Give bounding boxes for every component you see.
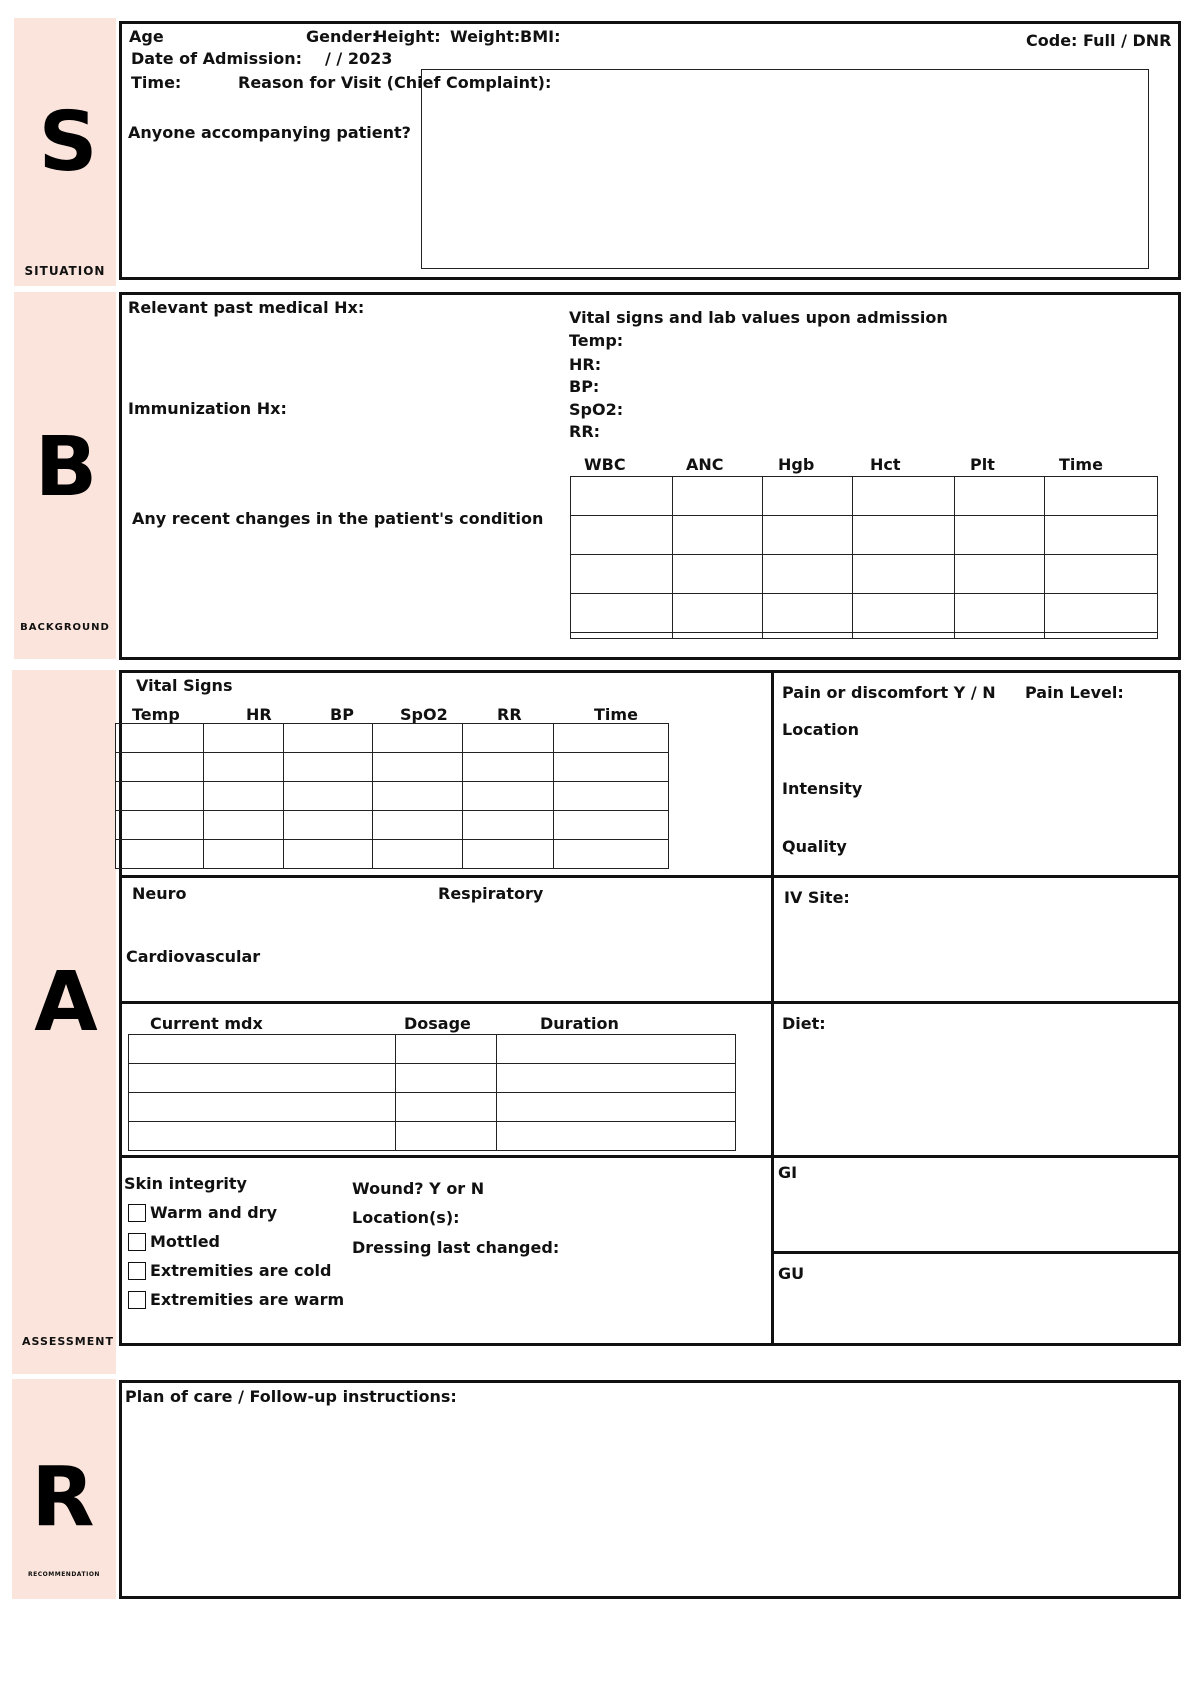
situation-letter: S <box>38 95 98 190</box>
divider-vitals <box>120 875 1178 878</box>
background-letter: B <box>34 420 98 515</box>
background-label: BACKGROUND <box>20 622 110 633</box>
lab-header-hct: Hct <box>870 455 901 474</box>
plan-of-care-field[interactable] <box>124 1410 1176 1594</box>
admission-spo2: SpO2: <box>569 400 624 419</box>
pain-quality-label: Quality <box>782 837 847 856</box>
lab-header-time: Time <box>1059 455 1103 474</box>
chief-complaint-label: Reason for Visit (Chief Complaint): <box>238 73 552 92</box>
pain-level-label: Pain Level: <box>1025 683 1124 702</box>
med-header-name: Current mdx <box>150 1014 263 1033</box>
admission-hr: HR: <box>569 355 602 374</box>
skin-integrity-label: Skin integrity <box>124 1174 247 1193</box>
vital-header-hr: HR <box>246 705 272 724</box>
warm-dry-label: Warm and dry <box>150 1203 277 1222</box>
recommendation-letter: R <box>31 1450 95 1545</box>
pain-location-label: Location <box>782 720 859 739</box>
wound-location-label: Location(s): <box>352 1208 460 1227</box>
vital-header-rr: RR <box>497 705 522 724</box>
cardiovascular-label: Cardiovascular <box>126 947 261 966</box>
admission-vitals-title: Vital signs and lab values upon admission <box>569 308 948 327</box>
vital-header-spo2: SpO2 <box>400 705 448 724</box>
vital-signs-table[interactable] <box>115 723 669 869</box>
assessment-letter: A <box>34 955 98 1050</box>
medications-table[interactable] <box>128 1034 736 1151</box>
lab-header-anc: ANC <box>686 455 724 474</box>
vital-header-temp: Temp <box>132 705 180 724</box>
pain-intensity-label: Intensity <box>782 779 863 798</box>
lab-values-table[interactable] <box>570 476 1158 639</box>
iv-site-label: IV Site: <box>784 888 850 907</box>
immunization-label: Immunization Hx: <box>128 399 287 418</box>
gi-label: GI <box>778 1163 798 1182</box>
vital-header-time: Time <box>594 705 638 724</box>
weight-label: Weight: <box>450 27 521 46</box>
extremities-cold-label: Extremities are cold <box>150 1261 332 1280</box>
mottled-checkbox[interactable] <box>128 1233 146 1251</box>
admission-date-value: / / 2023 <box>325 49 393 68</box>
neuro-label: Neuro <box>132 884 187 903</box>
height-label: Height: <box>374 27 441 46</box>
vital-header-bp: BP <box>330 705 354 724</box>
dressing-label: Dressing last changed: <box>352 1238 560 1257</box>
respiratory-label: Respiratory <box>438 884 544 903</box>
assessment-label: ASSESSMENT <box>22 1335 114 1348</box>
lab-header-plt: Plt <box>970 455 995 474</box>
extremities-cold-checkbox[interactable] <box>128 1262 146 1280</box>
divider-gi-gu <box>772 1251 1178 1254</box>
divider-meds <box>120 1155 1178 1158</box>
diet-label: Diet: <box>782 1014 826 1033</box>
warm-dry-checkbox[interactable] <box>128 1204 146 1222</box>
age-label: Age <box>129 27 164 46</box>
extremities-warm-checkbox[interactable] <box>128 1291 146 1309</box>
situation-label: SITUATION <box>24 264 106 278</box>
gender-label: Gender: <box>306 27 378 46</box>
wound-question: Wound? Y or N <box>352 1179 485 1198</box>
admission-temp: Temp: <box>569 331 624 350</box>
vital-signs-title: Vital Signs <box>136 676 233 695</box>
past-medical-label: Relevant past medical Hx: <box>128 298 365 317</box>
plan-of-care-label: Plan of care / Follow-up instructions: <box>125 1387 457 1406</box>
mottled-label: Mottled <box>150 1232 220 1251</box>
assessment-column-divider <box>771 672 774 1344</box>
med-header-dosage: Dosage <box>404 1014 471 1033</box>
recommendation-label: RECOMMENDATION <box>28 1571 100 1578</box>
admission-rr: RR: <box>569 422 601 441</box>
pain-question: Pain or discomfort Y / N <box>782 683 996 702</box>
chief-complaint-field[interactable] <box>421 69 1149 269</box>
lab-header-hgb: Hgb <box>778 455 815 474</box>
accompanying-label: Anyone accompanying patient? <box>128 123 411 142</box>
extremities-warm-label: Extremities are warm <box>150 1290 345 1309</box>
divider-systems <box>120 1001 1178 1004</box>
admission-date-label: Date of Admission: <box>131 49 302 68</box>
bmi-label: BMI: <box>520 27 561 46</box>
recent-changes-label: Any recent changes in the patient's condition <box>132 509 544 528</box>
time-label: Time: <box>131 73 182 92</box>
code-status: Code: Full / DNR <box>1026 31 1172 50</box>
lab-header-wbc: WBC <box>584 455 626 474</box>
gu-label: GU <box>778 1264 805 1283</box>
med-header-duration: Duration <box>540 1014 619 1033</box>
admission-bp: BP: <box>569 377 600 396</box>
